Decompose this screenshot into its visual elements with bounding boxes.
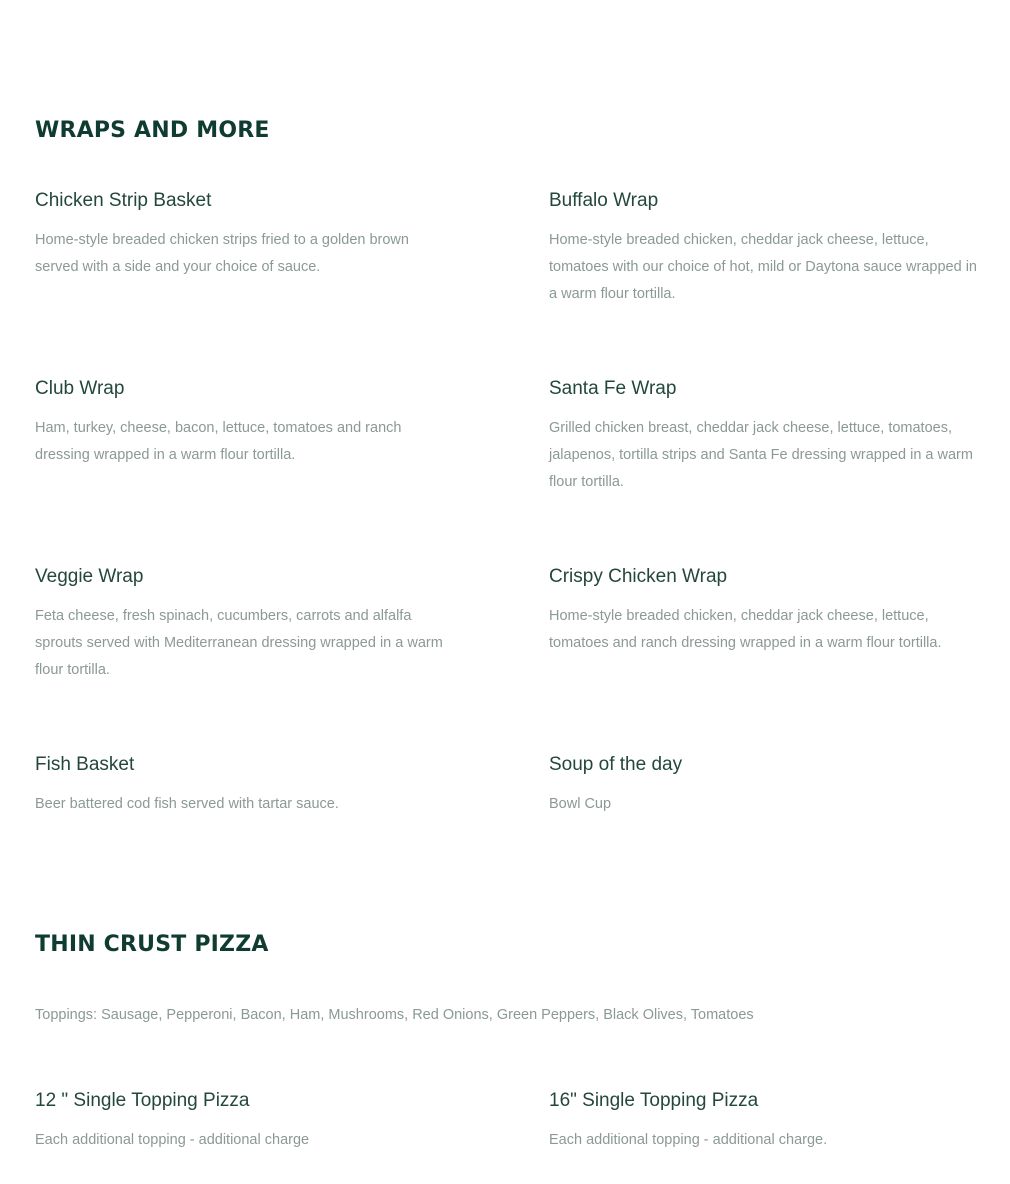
item-description: Ham, turkey, cheese, bacon, lettuce, tomatoes and ranch dressing wrapped in a warm flour tortilla. [35,420,402,463]
item-name: Buffalo Wrap [549,190,659,211]
item-name: 16" Single Topping Pizza [549,1090,759,1111]
menu-item-santa-fe-wrap [549,377,979,496]
pizza-toppings-list: Toppings: Sausage, Pepperoni, Bacon, Ham, Mushrooms, Red Onions, Green Peppers, Black Olives, Tomatoes [35,1007,754,1023]
item-name: Fish Basket [35,754,135,775]
item-name: Club Wrap [35,378,125,399]
item-description: Home-style breaded chicken strips fried to a golden brown served with a side and your choice of sauce. [35,232,409,275]
item-name: Soup of the day [549,754,683,775]
menu-item-fish-basket [35,753,455,818]
menu-item-16-inch-pizza [549,1089,979,1154]
item-description: Grilled chicken breast, cheddar jack cheese, lettuce, tomatoes, jalapenos, tortilla strips and Santa Fe dressing wrapped in a warm flour tortilla. [549,420,973,490]
item-name: Veggie Wrap [35,566,144,587]
item-description: Feta cheese, fresh spinach, cucumbers, carrots and alfalfa sprouts served with Mediterranean dressing wrapped in a warm flour tortilla. [35,608,443,678]
item-name: Chicken Strip Basket [35,190,212,211]
item-description: Each additional topping - additional charge. [549,1132,828,1148]
section-title-wraps: WRAPS AND MORE [35,118,270,143]
item-description: Each additional topping - additional charge [35,1132,310,1148]
menu-item-chicken-strip-basket [35,189,455,281]
item-description: Home-style breaded chicken, cheddar jack cheese, lettuce, tomatoes with our choice of hot, mild or Daytona sauce wrapped in a warm flour tortilla. [549,232,977,302]
menu-item-soup-of-the-day [549,753,979,818]
item-description: Home-style breaded chicken, cheddar jack cheese, lettuce, tomatoes and ranch dressing wrapped in a warm flour tortilla. [549,608,942,651]
item-description: Bowl Cup [549,796,612,812]
menu-item-crispy-chicken-wrap [549,565,979,657]
menu-item-club-wrap [35,377,455,469]
menu-item-veggie-wrap [35,565,455,684]
item-description: Beer battered cod fish served with tartar sauce. [35,796,339,812]
menu-item-buffalo-wrap [549,189,979,308]
item-name: Crispy Chicken Wrap [549,566,728,587]
section-title-pizza: THIN CRUST PIZZA [35,932,269,957]
item-name: 12 " Single Topping Pizza [35,1090,250,1111]
menu-item-12-inch-pizza [35,1089,455,1154]
item-name: Santa Fe Wrap [549,378,677,399]
